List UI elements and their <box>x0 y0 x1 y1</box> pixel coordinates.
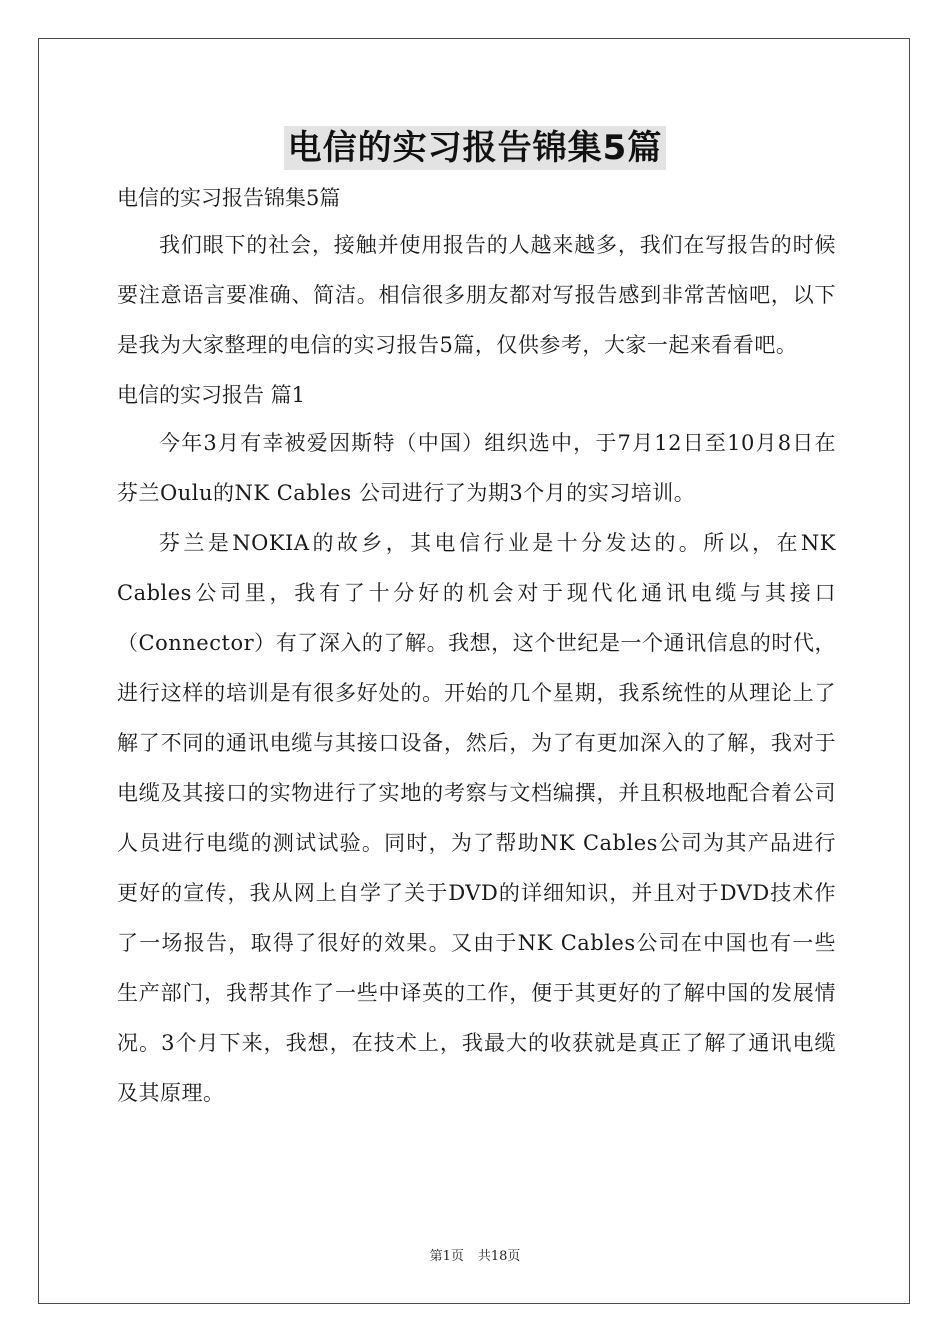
title-container <box>0 126 950 170</box>
body-paragraph-2: 芬兰是NOKIA的故乡，其电信行业是十分发达的。所以，在NK Cables公司里，我有了十分好的机会对于现代化通讯电缆与其接口（Connector）有了深入的了解。我想，这个世纪是一个通讯信息的时代，进行这样的培训是有很多好处的。开始的几个星期，我系统性的从理论上了解了不同的通讯电缆与其接口设备，然后，为了有更加深入的了解，我对于电缆及其接口的实物进行了实地的考察与文档编撰，并且积极地配合着公司人员进行电缆的测试试验。同时，为了帮助NK Cables公司为其产品进行更好的宣传，我从网上自学了关于DVD的详细知识，并且对于DVD技术作了一场报告，取得了很好的效果。又由于NK Cables公司在中国也有一些生产部门，我帮其作了一些中译英的工作，便于其更好的了解中国的发展情况。3个月下来，我想，在技术上，我最大的收获就是真正了解了通讯电缆及其原理。 <box>117 531 836 1105</box>
page-total: 共18页 <box>477 1249 521 1264</box>
document-subtitle: 电信的实习报告锦集5篇 <box>117 186 341 210</box>
document-title: 电信的实习报告锦集5篇 <box>284 126 667 170</box>
page-footer <box>0 1245 950 1264</box>
body-paragraph-1: 今年3月有幸被爱因斯特（中国）组织选中，于7月12日至10月8日在芬兰Oulu的NK Cables 公司进行了为期3个月的实习培训。 <box>117 431 836 505</box>
section-heading: 电信的实习报告 篇1 <box>117 383 306 407</box>
intro-paragraph: 我们眼下的社会，接触并使用报告的人越来越多，我们在写报告的时候要注意语言要准确、简洁。相信很多朋友都对写报告感到非常苦恼吧，以下是我为大家整理的电信的实习报告5篇，仅供参考，大家一起来看看吧。 <box>117 233 836 357</box>
document-body <box>117 176 836 1118</box>
page-number: 第1页 <box>429 1249 464 1264</box>
